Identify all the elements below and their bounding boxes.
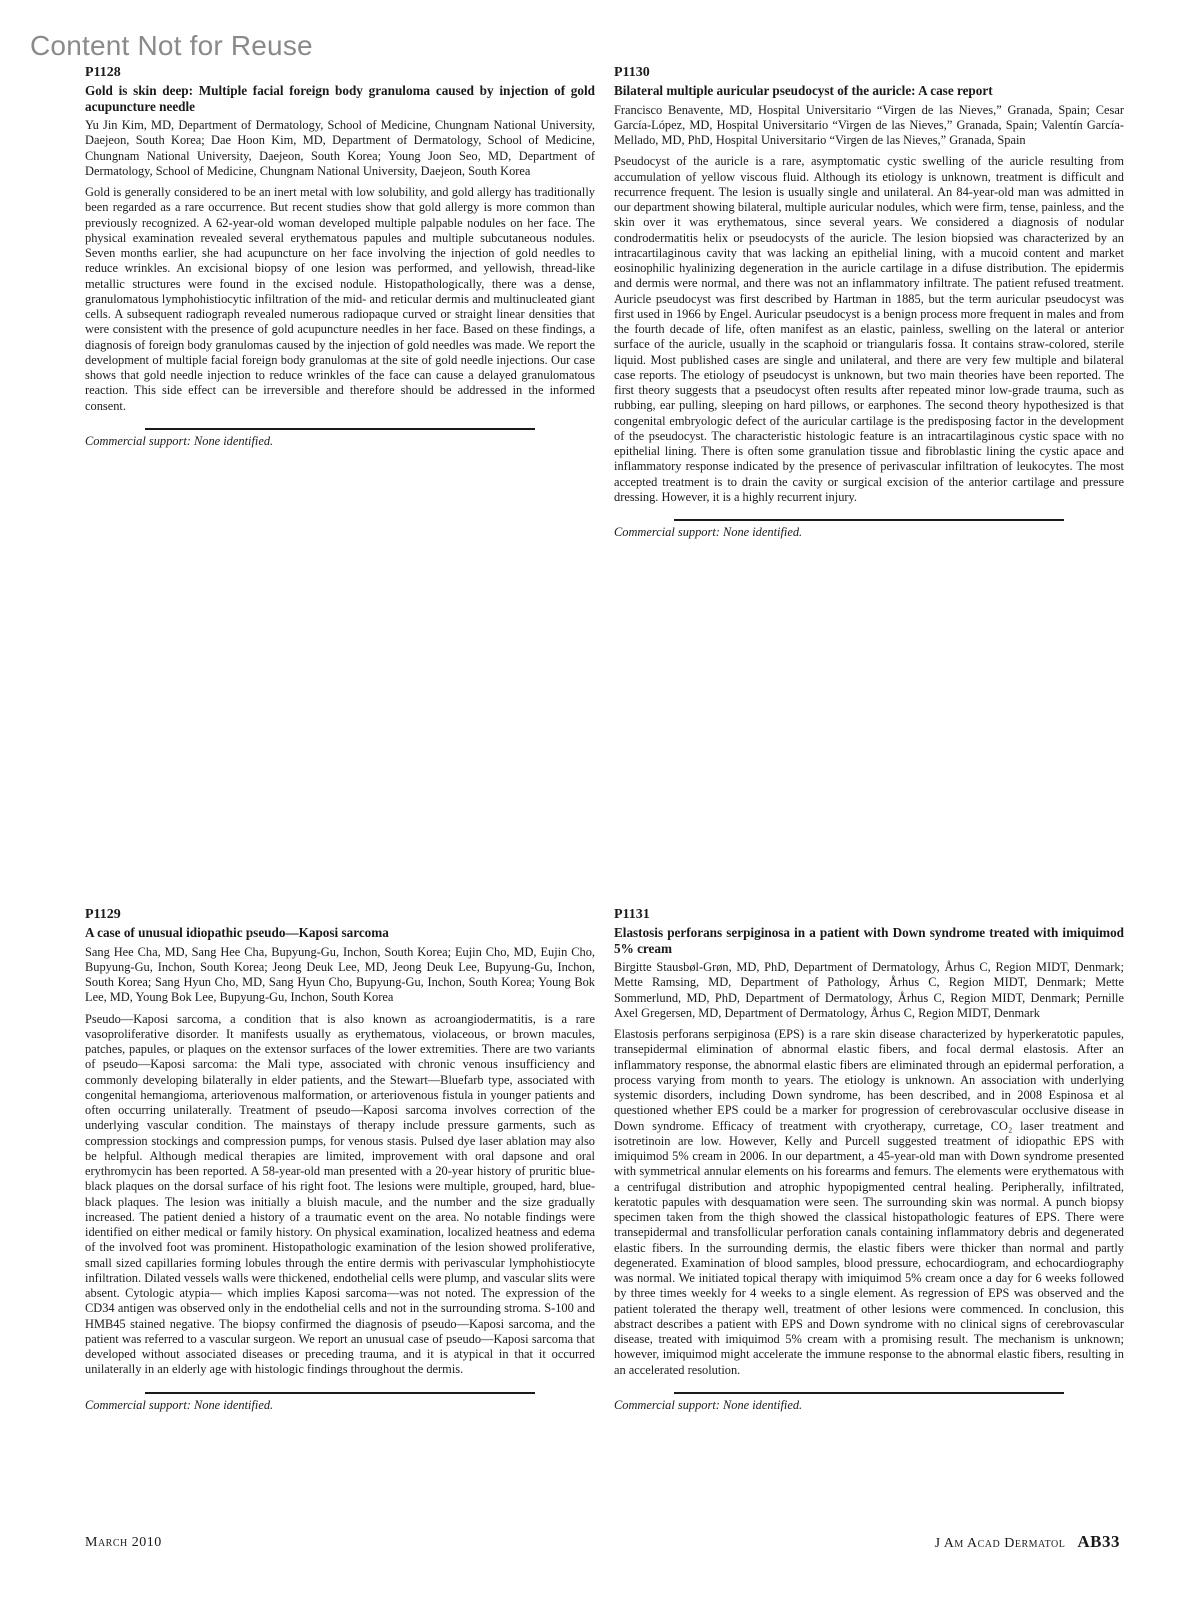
- divider-rule: [674, 1392, 1064, 1394]
- abstract-id: P1128: [85, 65, 121, 80]
- abstract-authors: Sang Hee Cha, MD, Sang Hee Cha, Bupyung-Gu, Inchon, South Korea; Eujin Cho, MD, Eujin Cho, Bupyung-Gu, Inchon, South Korea; Jeong Deuk Lee, MD, Jeong Deuk Lee, Bupyung-Gu, Inchon, South Korea; Sang Hyun Cho, MD, Sang Hyun Cho, Bupyung-Gu, Inchon, South Korea; Young Bok Lee, MD, Young Bok Lee, Bupyung-Gu, Inchon, South Korea: [85, 944, 595, 1005]
- abstract-title: Gold is skin deep: Multiple facial foreign body granuloma caused by injection of gold acupuncture needle: [85, 83, 595, 114]
- abstract-id: P1129: [85, 907, 121, 922]
- abstract-title: A case of unusual idiopathic pseudo—Kaposi sarcoma: [85, 925, 389, 940]
- abstract-body: Elastosis perforans serpiginosa (EPS) is a rare skin disease characterized by hyperkeratotic papules, transepidermal elimination of abnormal elastic fibers, and focal dermal elastosis. After an inflammatory response, the abnormal elastic fibers are eliminated through an epidermal perforation, a process varying from month to years. The etiology is unknown. An association with underlying systemic disorders, including Down syndrome, has been described, and in 2008 Espinosa et al questioned whether EPS could be a marker for progression of cerebrovascular occlusive disease in Down syndrome. Efficacy of treatment with cryotherapy, curretage, CO₂ laser treatment and isotretinoin are low. However, Kelly and Purcell suggested treatment of idiopathic EPS with imiquimod 5% cream in 2006. In our department, a 45-year-old man with Down syndrome presented with symmetrical annular elements on his forearms and femurs. The elements were erythematous with a centrifugal distribution and atrophic hypopigmented central healing. Peripherally, infiltrated, keratotic papules with desquamation were seen. The surrounding skin was normal. A punch biopsy specimen taken from the thigh showed the classical histopathologic features of EPS. There were transepidermal and transfollicular perforation canals containing inflammatory debris and degenerated elastic fibers. In the surrounding dermis, the elastic fibers were thicker than normal and partly degenerated. Examination of blood samples, blood pressure, echocardiogram, and echocardiography was normal. We initiated topical therapy with imiquimod 5% cream once a day for 6 weeks followed by three times weekly for 4 weeks to a single element. As regression of EPS was observed and the patient tolerated the therapy well, treatment of other lesions were commenced. In conclusion, this abstract describes a patient with EPS and Down syndrome with no clinical signs of cerebrovascular disease, treated with imiquimod 5% cream with a promising result. The mechanism is unknown; however, imiquimod might accelerate the immune response to the abnormal elastic fibers, resulting in an accelerated resolution.: [614, 1027, 1124, 1377]
- watermark: Content Not for Reuse: [30, 30, 313, 61]
- abstract-p1130: [614, 64, 1124, 540]
- abstract-body: Pseudo—Kaposi sarcoma, a condition that is also known as acroangiodermatitis, is a rare vasoproliferative disorder. It manifests usually as erythematous, violaceous, or brown macules, patches, papules, or plaques on the extensor surfaces of the lower extremities. There are two variants of pseudo—Kaposi sarcoma: the Mali type, associated with chronic venous insufficiency and commonly developing bilaterally in elder patients, and the Stewart—Bluefarb type, associated with congenital hemangioma, arteriovenous malformation, or arteriovenous fistula in younger patients and often occurring unilaterally. Treatment of pseudo—Kaposi sarcoma involves correction of the underlying vascular condition. The mainstays of therapy include pressure garments, such as compression stockings and compression pumps, for venous stasis. Pulsed dye laser ablation may also be helpful. Although medical therapies are limited, improvement with oral dapsone and oral erythromycin has been reported. A 58-year-old man presented with a 20-year history of pruritic blue-black plaques on the dorsal surface of his right foot. The lesions were multiple, grouped, hard, blue-black plaques. The lesion was initially a bluish macule, and the number and the size gradually increased. The patient denied a history of a traumatic event on the area. No notable findings were identified on either medical or family history. On physical examination, localized heatness and edema of the involved foot was prominent. Histopathologic examination of the lesion showed proliferative, small sized capillaries forming lobules through the entire dermis with perivascular lymphohistiocyte infiltration. Dilated vessels walls were thickened, endothelial cells were plump, and vascular slits were absent. Cytologic atypia— which implies Kaposi sarcoma—was not noted. The expression of the CD34 antigen was observed only in the endothelial cells and not in the surrounding stroma. S-100 and HMB45 stained negative. The biopsy confirmed the diagnosis of pseudo—Kaposi sarcoma, and the patient was referred to a vascular surgeon. We report an unusual case of pseudo—Kaposi sarcoma that developed without associated diseases or preceding trauma, and it is atypical in that it occurred unilaterally in an elderly age with histologic findings throughout the dermis.: [85, 1011, 595, 1377]
- abstract-p1128: [85, 64, 595, 449]
- commercial-support: Commercial support: None identified.: [614, 525, 803, 539]
- page-number: AB33: [1077, 1532, 1120, 1551]
- divider-rule: [674, 519, 1064, 521]
- abstract-p1129: [85, 906, 595, 1413]
- abstract-title: Bilateral multiple auricular pseudocyst of the auricle: A case report: [614, 83, 993, 98]
- footer-date: March 2010: [85, 1535, 162, 1550]
- divider-rule: [145, 428, 535, 430]
- divider-rule: [145, 1392, 535, 1394]
- abstract-id: P1130: [614, 65, 650, 80]
- abstract-id: P1131: [614, 907, 650, 922]
- commercial-support: Commercial support: None identified.: [85, 433, 274, 448]
- abstract-authors: Yu Jin Kim, MD, Department of Dermatology, School of Medicine, Chungnam National University, Daejeon, South Korea; Dae Hoon Kim, MD, Department of Dermatology, School of Medicine, Chungnam National University, Daejeon, South Korea; Young Joon Seo, MD, Department of Dermatology, School of Medicine, Chungnam National University, Daejeon, South Korea: [85, 118, 595, 178]
- abstract-authors: Birgitte Stausbøl-Grøn, MD, PhD, Department of Dermatology, Århus C, Region MIDT, Denmark; Mette Ramsing, MD, Department of Pathology, Århus C, Region MIDT, Denmark; Mette Sommerlund, MD, PhD, Department of Dermatology, Århus C, Region MIDT, Denmark; Pernille Axel Gregersen, MD, Department of Dermatology, Århus C, Region MIDT, Denmark: [614, 960, 1124, 1020]
- commercial-support: Commercial support: None identified.: [614, 1397, 803, 1412]
- journal-name: J Am Acad Dermatol: [934, 1536, 1066, 1551]
- abstract-p1131: [614, 906, 1124, 1413]
- abstract-authors: Francisco Benavente, MD, Hospital Universitario “Virgen de las Nieves,” Granada, Spain; Cesar García-López, MD, Hospital Universitario “Virgen de las Nieves,” Granada, Spain; Valentín García-Mellado, MD, PhD, Hospital Universitario “Virgen de las Nieves,” Granada, Spain: [614, 102, 1124, 147]
- abstract-body: Gold is generally considered to be an inert metal with low solubility, and gold allergy has traditionally been regarded as a rare occurrence. But recent studies show that gold allergy is more common than previously recognized. A 62-year-old woman developed multiple palpable nodules on her face. The physical examination revealed several erythematous papules and multiple subcutaneous nodules. Seven months earlier, she had acupuncture on her face involving the injection of gold needles to reduce wrinkles. An excisional biopsy of one lesion was performed, and yellowish, thread-like metallic structures were found in the excised nodule. Histopathologically, there was a dense, granulomatous lymphohistiocytic infiltration of the mid- and reticular dermis and multinucleated giant cells. A subsequent radiograph revealed numerous radiopaque curved or straight linear densities that were consistent with the presence of gold acupuncture needles in her face. Based on these findings, a diagnosis of foreign body granulomas caused by the injection of gold needles was made. We report the development of multiple facial foreign body granulomas at the site of gold needle injections. Our case shows that gold needle injection to reduce wrinkles of the face can cause a delayed granulomatous reaction. This side effect can be irreversible and therefore should be addressed in the informed consent.: [85, 185, 595, 413]
- footer-journal: [935, 1532, 1120, 1552]
- abstract-title: Elastosis perforans serpiginosa in a patient with Down syndrome treated with imiquimod 5% cream: [614, 925, 1124, 956]
- abstract-body: Pseudocyst of the auricle is a rare, asymptomatic cystic swelling of the auricle resulting from accumulation of yellow viscous fluid. Although its etiology is unknown, treatment is difficult and recurrence frequent. The lesion is usually single and unilateral. An 84-year-old man was admitted in our department showing bilateral, multiple auricular nodules, which were firm, tense, painless, and the skin over it was erythematous, since several years. We considered a diagnosis of nodular condrodermatitis helix or pseudocysts of the auricle. The lesion biopsied was characterized by an intracartilaginous cavity that was lacking an epithelial lining, with a mucoid content and market eosinophilic hyalinizing degeneration in the auricle cartilage in a difuse distribution. The epidermis and dermis were normal, and there was not an inflammatory infiltrate. The patient refused treatment. Auricle pseudocyst was first described by Hartman in 1885, but the term auricular pseudocyst was first used in 1966 by Engel. Auricular pseudocyst is a benign process more frequent in males and from the fourth decade of life, often manifest as an elastic, painless, swelling on the lateral or anterior surface of the auricle, usually in the scaphoid or triangularis fossa. It contains straw-colored, sterile liquid. Most published cases are single and unilateral, and there are very few multiple and bilateral case reports. The etiology of pseudocyst is unknown, but two main theories have been reported. The first theory suggests that a pseudocyst often results after repeated minor low-grade trauma, such as rubbing, ear pulling, sleeping on hard pillows, or earphones. The second theory hypothesized is that congenital embryologic defect of the auricular cartilage is the predisposing factor in the development of the pseudocyst. The characteristic histologic feature is an intracartilaginous cystic space with no epithelial lining. There is often some granulation tissue and fibroblastic lining the cystic apace and inflammatory response indicated by the presence of perivascular infiltration of leukocytes. The most accepted treatment is to drain the cavity or surgical excision of the anterior cartilage and pressure dressing. However, it is a highly recurrent injury.: [614, 154, 1124, 504]
- commercial-support: Commercial support: None identified.: [85, 1397, 274, 1412]
